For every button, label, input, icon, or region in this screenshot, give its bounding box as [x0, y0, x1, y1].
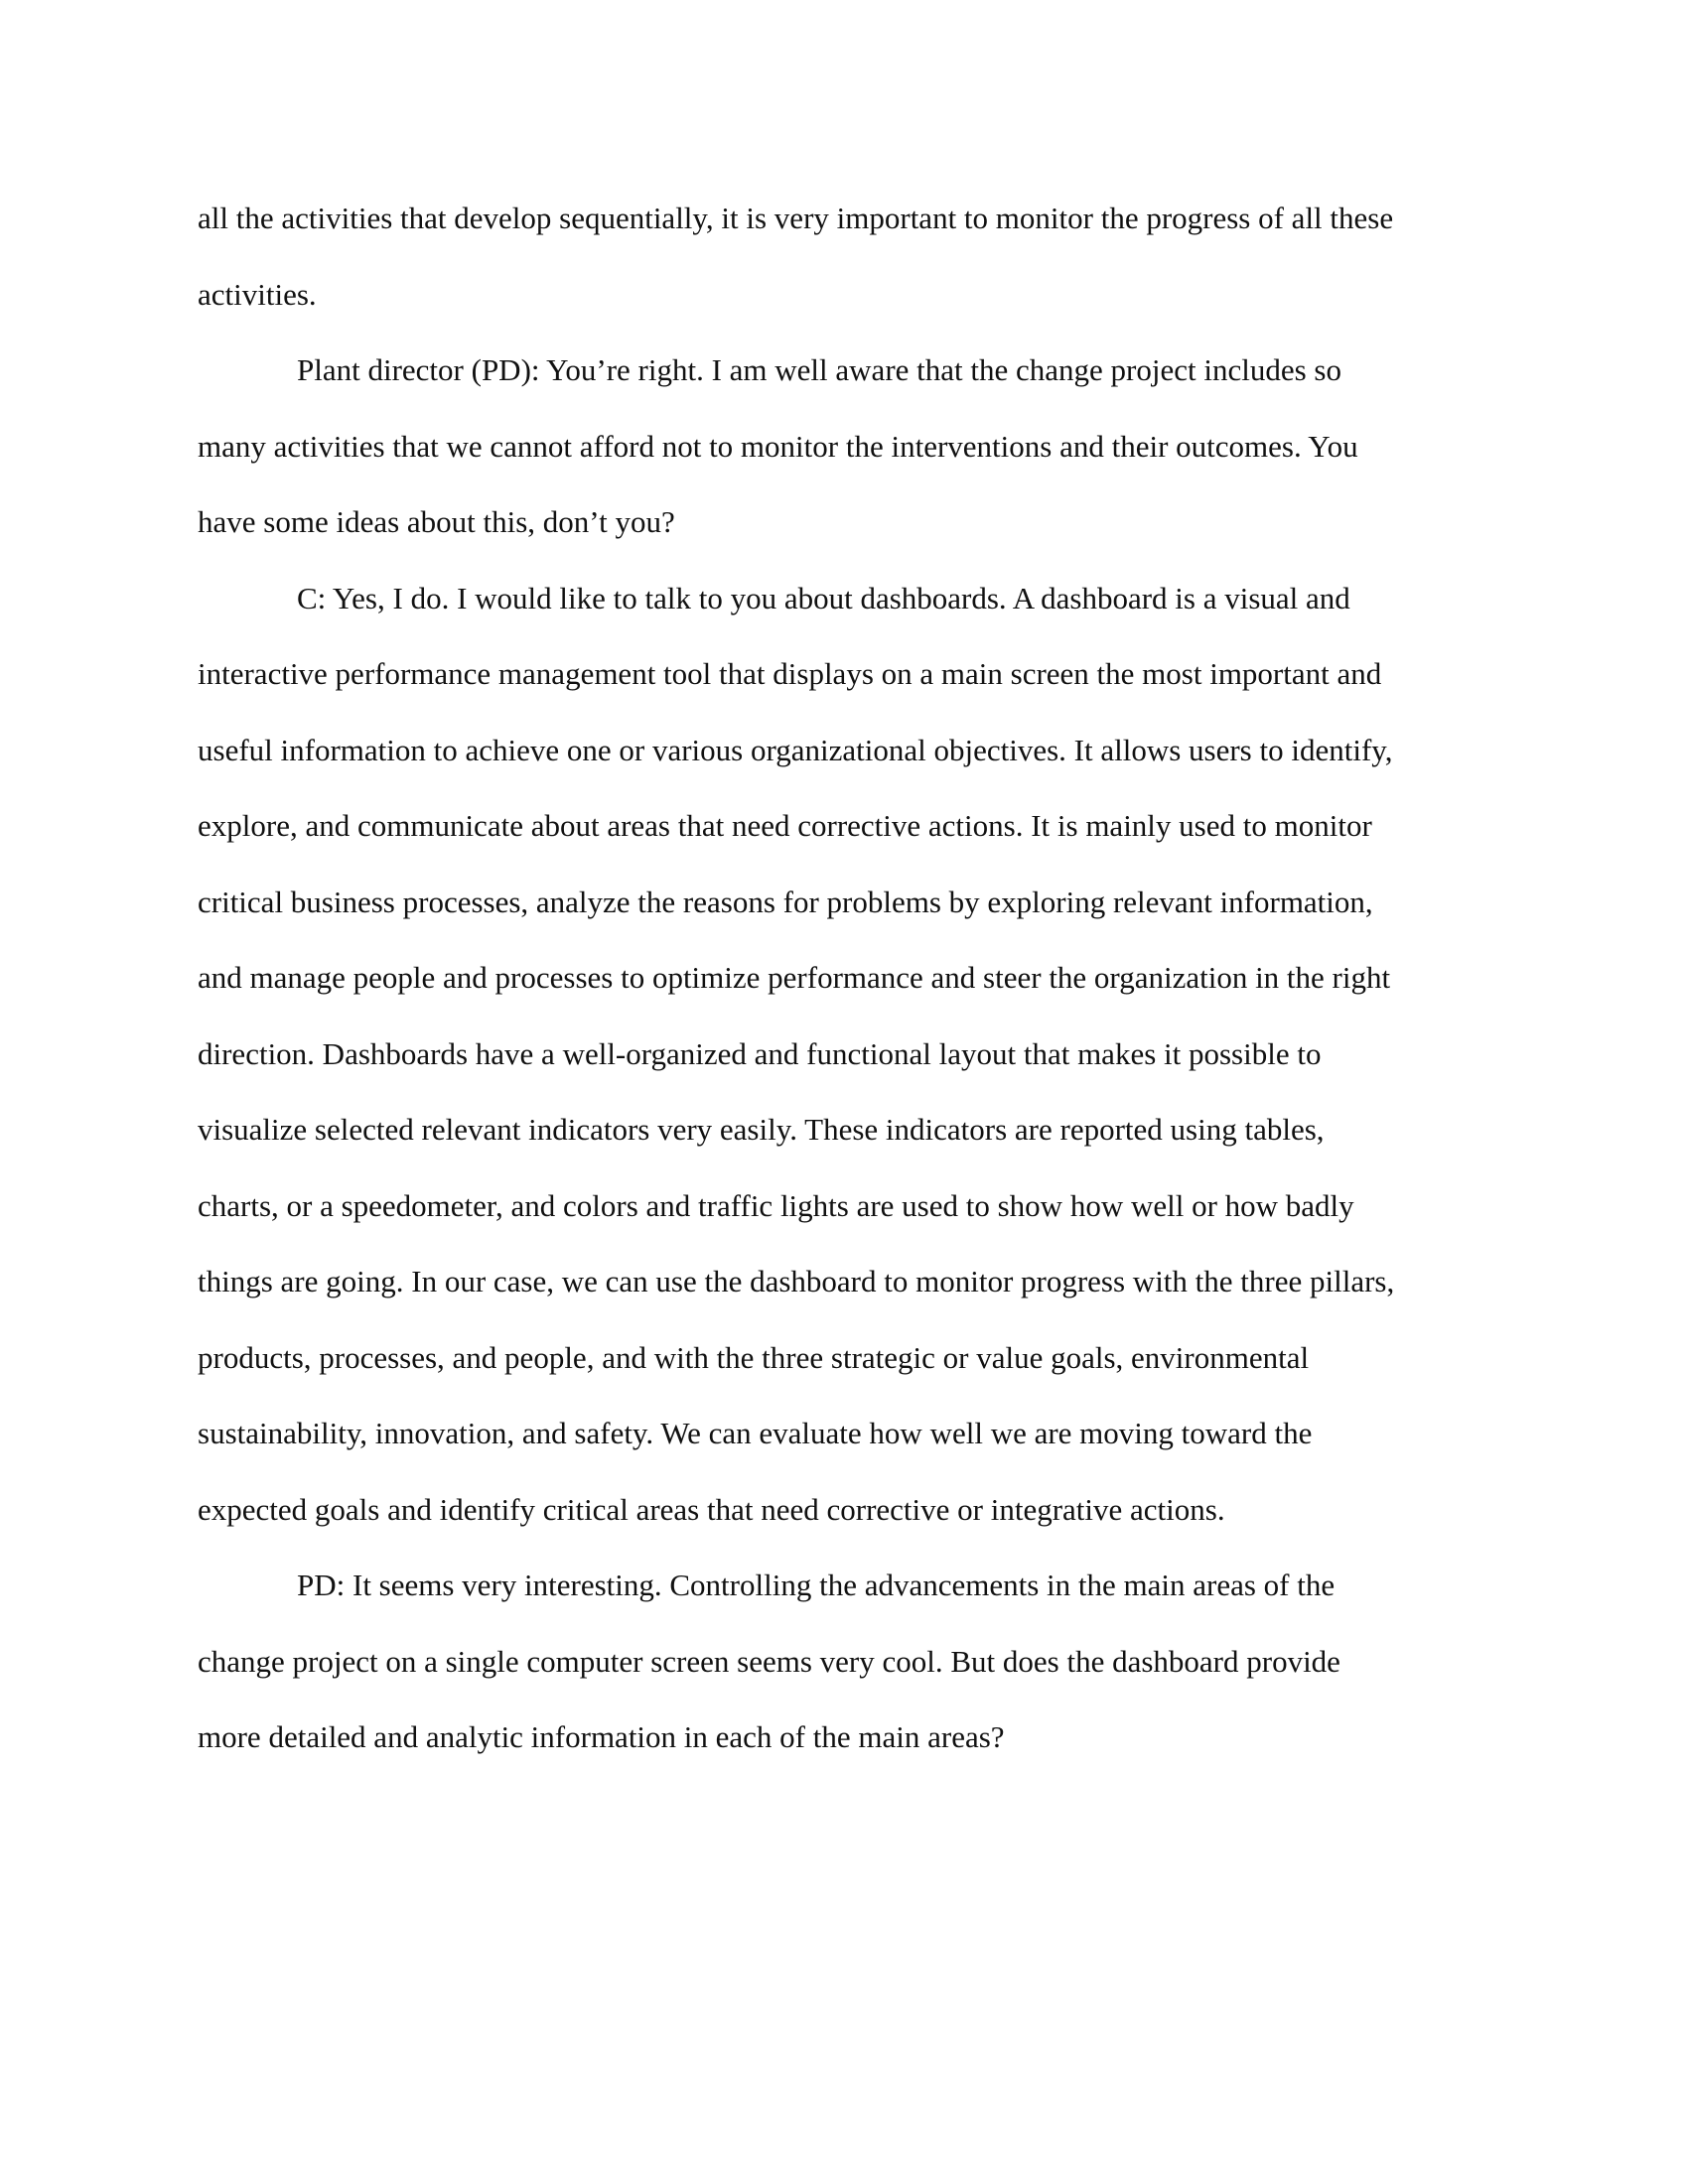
- text-line: C: Yes, I do. I would like to talk to you about dashboards. A dashboard is a visual and: [297, 581, 1350, 615]
- text-line: useful information to achieve one or various organizational objectives. It allows users to identify,: [198, 733, 1393, 767]
- text-line: activities.: [198, 277, 317, 312]
- text-line: visualize selected relevant indicators very easily. These indicators are reported using tables,: [198, 1112, 1325, 1147]
- text-line: more detailed and analytic information in each of the main areas?: [198, 1719, 1005, 1754]
- text-line: change project on a single computer screen seems very cool. But does the dashboard provide: [198, 1644, 1340, 1679]
- text-line: sustainability, innovation, and safety. We can evaluate how well we are moving toward the: [198, 1416, 1313, 1450]
- text-line: products, processes, and people, and with the three strategic or value goals, environmental: [198, 1340, 1310, 1375]
- text-line: critical business processes, analyze the reasons for problems by exploring relevant information,: [198, 885, 1373, 919]
- text-line: and manage people and processes to optimize performance and steer the organization in the right: [198, 960, 1391, 995]
- text-line: direction. Dashboards have a well-organized and functional layout that makes it possible to: [198, 1036, 1322, 1071]
- text-line: many activities that we cannot afford not to monitor the interventions and their outcomes. You: [198, 429, 1358, 464]
- text-line: things are going. In our case, we can use the dashboard to monitor progress with the three pillars,: [198, 1264, 1395, 1298]
- text-line: PD: It seems very interesting. Controlling the advancements in the main areas of the: [297, 1568, 1336, 1602]
- text-line: charts, or a speedometer, and colors and traffic lights are used to show how well or how badly: [198, 1188, 1354, 1223]
- text-line: expected goals and identify critical areas that need corrective or integrative actions.: [198, 1492, 1225, 1527]
- text-line: all the activities that develop sequentially, it is very important to monitor the progress of all these: [198, 201, 1394, 235]
- text-line: Plant director (PD): You’re right. I am well aware that the change project includes so: [297, 352, 1341, 387]
- text-line: interactive performance management tool that displays on a main screen the most important and: [198, 656, 1382, 691]
- text-line: explore, and communicate about areas that need corrective actions. It is mainly used to monitor: [198, 808, 1372, 843]
- text-line: have some ideas about this, don’t you?: [198, 504, 675, 539]
